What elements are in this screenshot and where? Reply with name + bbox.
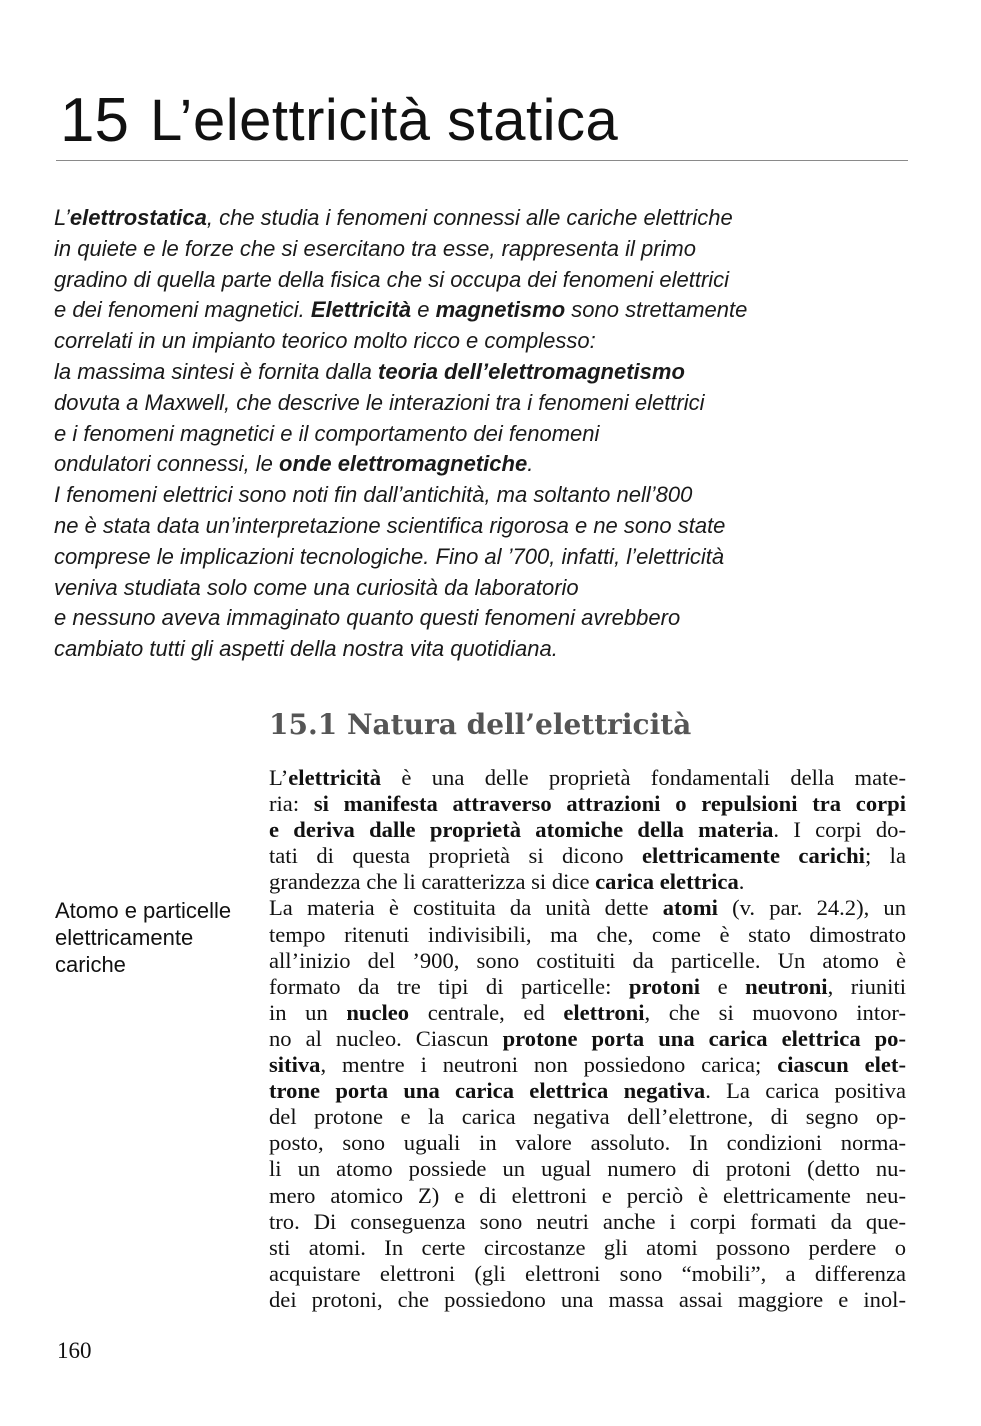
chapter-intro [54, 203, 884, 665]
text-run: , mentre i neutroni non possiedono carica; [320, 1052, 778, 1078]
text-run: e [700, 973, 746, 999]
bold-term: Elettricità [310, 297, 412, 323]
bold-term: si manifesta attraverso attrazioni o repulsioni tra corpi [313, 791, 906, 817]
bold-term: elettricamente carichi [642, 843, 865, 869]
text-run: . I corpi do- [773, 817, 906, 843]
text-line [269, 1287, 906, 1313]
text-line [269, 1000, 906, 1026]
text-run: no al nucleo. Ciascun [269, 1025, 503, 1051]
text-run: li un atomo possiede un ugual numero di protoni (detto nu- [269, 1156, 906, 1182]
bold-term: magnetismo [435, 297, 566, 323]
section-title: 15.1 Natura dell’elettricità [269, 708, 692, 741]
text-run: correlati in un impianto teorico molto ricco e complesso: [54, 328, 596, 354]
text-line [269, 1052, 906, 1078]
text-run: tro. Di conseguenza sono neutri anche i corpi formati da que- [269, 1208, 906, 1234]
text-line [54, 326, 884, 357]
text-run: La materia è costituita da unità dette [269, 895, 663, 921]
text-run: . La carica positiva [705, 1078, 906, 1104]
bold-term: onde elettromagnetiche [279, 451, 528, 477]
text-line [54, 234, 884, 265]
text-run: , riuniti [827, 973, 906, 999]
text-run: dei protoni, che possiedono una massa assai maggiore e inol- [269, 1286, 906, 1312]
text-run: L’ [269, 765, 289, 790]
text-line [269, 791, 906, 817]
text-line [269, 1183, 906, 1209]
bold-term: elettroni [563, 999, 645, 1025]
text-run: in un [269, 999, 347, 1025]
chapter-number: 15 [60, 86, 129, 155]
text-line [54, 357, 884, 388]
text-run: comprese le implicazioni tecnologiche. Fino al ’700, infatti, l’elettricità [54, 543, 725, 569]
text-run: del protone e la carica negativa dell’elettrone, di segno op- [269, 1104, 906, 1130]
text-run: grandezza che li caratterizza si dice [269, 869, 596, 895]
text-run: veniva studiata solo come una curiosità da laboratorio [54, 574, 579, 600]
text-run: e dei fenomeni magnetici. [54, 297, 311, 323]
bold-term: teoria dell’elettromagnetismo [378, 358, 685, 384]
text-run: formato da tre tipi di particelle: [269, 973, 629, 999]
text-line [269, 765, 906, 791]
text-line [54, 573, 884, 604]
text-line [54, 419, 884, 450]
bold-term: nucleo [346, 999, 410, 1025]
bold-term: neutroni [745, 973, 828, 999]
text-line [269, 817, 906, 843]
text-line [54, 295, 884, 326]
bold-term: carica elettrica [595, 869, 739, 895]
text-line [54, 603, 884, 634]
text-line [269, 869, 906, 895]
text-run: sono strettamente [565, 297, 748, 323]
bold-term: elettrostatica [69, 205, 207, 230]
text-run: , che si muovono intor- [644, 999, 906, 1025]
text-line [269, 1156, 906, 1182]
text-line [54, 265, 884, 296]
bold-term: ciascun elet- [777, 1052, 906, 1078]
text-run: tempo ritenuti indivisibili, ma che, come è stato dimostrato [269, 921, 906, 947]
margin-note-line: Atomo e particelle [55, 898, 232, 923]
text-line [269, 1209, 906, 1235]
text-run: (v. par. 24.2), un [717, 895, 906, 921]
text-run: centrale, ed [409, 999, 564, 1025]
text-run: acquistare elettroni (gli elettroni sono “mobili”, a differenza [269, 1260, 906, 1286]
text-line [269, 1130, 906, 1156]
text-run: cambiato tutti gli aspetti della nostra vita quotidiana. [54, 636, 558, 662]
text-run: e [411, 297, 436, 323]
bold-term: elettricità [288, 765, 382, 790]
text-line [54, 511, 884, 542]
text-run: , che studia i fenomeni connessi alle cariche elettriche [206, 205, 733, 230]
text-line [269, 1026, 906, 1052]
margin-note-line: elettricamente [55, 925, 194, 950]
text-run: e i fenomeni magnetici e il comportamento dei fenomeni [54, 420, 600, 446]
text-run: in quiete e le forze che si esercitano tra esse, rappresenta il primo [54, 235, 696, 261]
page-number: 160 [57, 1338, 92, 1363]
chapter-title: L’elettricità statica [150, 88, 619, 153]
text-run: e nessuno aveva immaginato quanto questi fenomeni avrebbero [54, 605, 681, 631]
text-line [54, 634, 884, 665]
text-line [54, 449, 884, 480]
text-line [269, 922, 906, 948]
text-run: . [738, 869, 745, 895]
chapter-header [56, 88, 908, 161]
text-line [54, 388, 884, 419]
text-line [269, 1261, 906, 1287]
text-run: sti atomi. In certe circostanze gli atomi possono perdere o [269, 1234, 906, 1260]
text-line [269, 843, 906, 869]
text-run: I fenomeni elettrici sono noti fin dall’antichità, ma soltanto nell’800 [54, 482, 693, 508]
body-text [269, 765, 906, 1313]
text-line [269, 895, 906, 921]
text-run: ; la [864, 843, 906, 869]
text-line [269, 1235, 906, 1261]
text-line [54, 203, 884, 234]
text-run: mero atomico Z) e di elettroni e perciò è elettricamente neu- [269, 1182, 906, 1208]
text-run: ne è stata data un’interpretazione scientifica rigorosa e ne sono state [54, 512, 726, 538]
text-run: posto, sono uguali in valore assoluto. In condizioni norma- [269, 1130, 906, 1156]
margin-note [55, 897, 255, 978]
text-run: L’ [54, 205, 70, 230]
text-run: dovuta a Maxwell, che descrive le interazioni tra i fenomeni elettrici [54, 389, 705, 415]
bold-term: protone porta una carica elettrica po- [502, 1025, 907, 1051]
text-line [269, 948, 906, 974]
text-run: è una delle proprietà fondamentali della mate- [381, 765, 906, 790]
text-line [269, 1078, 906, 1104]
text-run: tati di questa proprietà si dicono [269, 843, 642, 869]
text-line [269, 974, 906, 1000]
text-run: ondulatori connessi, le [54, 451, 280, 477]
margin-note-line: cariche [55, 952, 126, 977]
bold-term: sitiva [269, 1052, 321, 1078]
text-run: la massima sintesi è fornita dalla [54, 358, 379, 384]
text-run: all’inizio del ’900, sono costituiti da particelle. Un atomo è [269, 947, 906, 973]
text-line [54, 480, 884, 511]
text-run: . [527, 451, 534, 477]
bold-term: atomi [662, 895, 718, 921]
bold-term: trone porta una carica elettrica negativa [269, 1078, 706, 1104]
bold-term: e deriva dalle proprietà atomiche della materia [269, 817, 774, 843]
text-line [54, 542, 884, 573]
bold-term: protoni [628, 973, 701, 999]
text-run: ria: [269, 791, 314, 817]
text-run: gradino di quella parte della fisica che si occupa dei fenomeni elettrici [54, 266, 730, 292]
text-line [269, 1104, 906, 1130]
